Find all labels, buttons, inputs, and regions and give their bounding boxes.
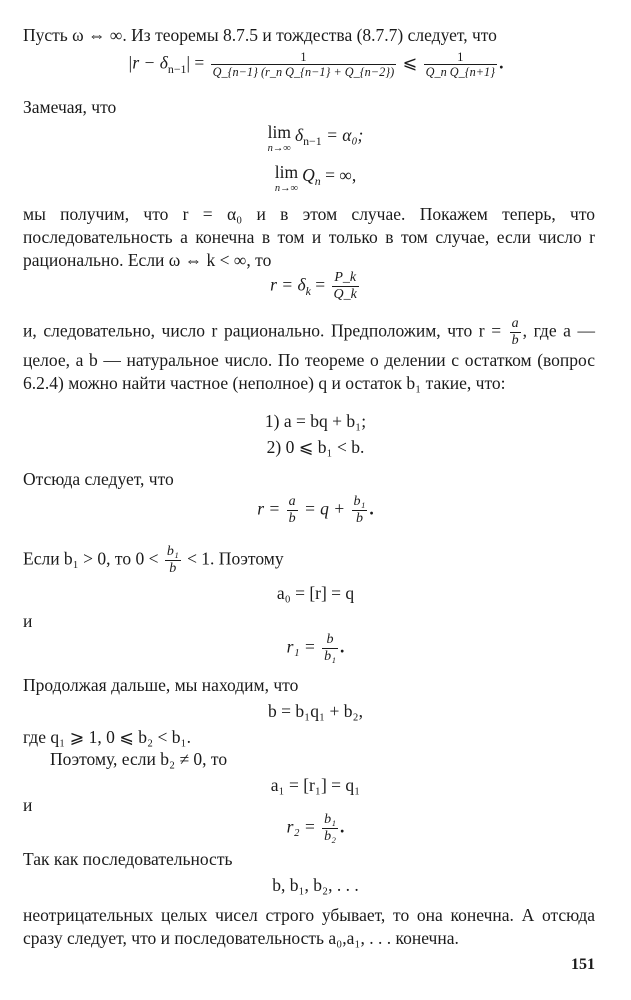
equation-6: b = b₁q₁ + b₂, [268,701,363,721]
eq1-relation: ⩽ [402,52,418,73]
paragraph-10: Так как последовательность [23,849,233,869]
paragraph-9: Поэтому, если b₂ ≠ 0, то [50,749,228,769]
equation-8: r₂ = $\frac{\text{b₁}}{\text{b₂}}$ . [286,812,345,845]
paragraph-4: и, следовательно, число r рационально. Предположим, что r = $\frac{a}{b}$ , где a — целое, a b — натуральное число. По теореме о делении с остатком (вопрос 6.2.4) можно найти частное (неполное) q и остаток b₁ такие, что: [23,316,596,393]
limit-2: lim n→∞ $Q_n$ = ∞, [274,162,357,194]
paragraph-1: Пусть ω ⇔ ∞. Из теоремы 8.7.5 и тождества (8.7.7) следует, что [23,25,497,45]
equation-1: $|r - \delta_{n-1}|$ = $\frac{1}{\text{Q\_\{n−1\} (r\_n Q\_\{n−1\} + Q\_\{n−2\})}}$ ⩽ $\frac{1}{\text{Q\_n Q\_\{n+1\}}}$ . [127,50,504,80]
eq1-lhs-end: | = [186,52,205,73]
eq1-lhs-sub: n−1 [167,61,187,76]
paragraph-2: Замечая, что [23,97,117,117]
paragraph-7: Продолжая дальше, мы находим, что [23,675,299,695]
and-2: и [23,795,33,815]
page-number: 151 [571,956,595,973]
equation-4: a₀ = [r] = q [276,583,355,603]
para4-fraction: $\frac{a}{b}$ [511,316,519,349]
paragraph-6: Если b₁ > 0, то 0 < $\frac{\text{b₁}}{b}$ < 1. Поэтому [23,544,284,577]
limit-1-op: lim n→∞ [267,122,291,154]
equation-5: r₁ = $\frac{b}{\text{b₁}}$ . [286,632,345,665]
limit-1: lim n→∞ $\delta_{n-1} = \alpha_0$; [267,122,364,154]
eq3-fraction-2: $\frac{\text{b₁}}{b}$ [353,494,366,527]
condition-2: 2) 0 ⩽ b₁ < b. [266,437,365,457]
eq3-fraction-1: $\frac{a}{b}$ [288,494,296,527]
paragraph-3: мы получим, что r = α₀ и в этом случае. Покажем теперь, что последовательность a конечна в том и только в том случае, если число r рационально. Если ω ⇔ k < ∞, то [23,204,595,270]
limit-2-op: lim n→∞ [274,162,299,194]
eq1-fraction-1: $\frac{1}{\text{Q\_\{n−1\} (r\_n Q\_\{n−1\} + Q\_\{n−2\})}}$ [212,50,395,80]
paragraph-11: неотрицательных целых чисел строго убывает, то она конечна. А отсюда сразу следует, что и последовательность a₀,a₁, . . . конечна. [23,905,595,948]
condition-1: 1) a = bq + b₁; [264,411,367,431]
eq1-fraction-2: $\frac{1}{\text{Q\_n Q\_\{n+1\}}}$ [425,50,496,80]
equation-3: r = $\frac{a}{b}$ = q + $\frac{\text{b₁}}{b}$ . [257,494,374,527]
equation-2: $r = \delta_k$ = $\frac{P\_k}{Q\_k}$ [270,270,357,303]
eq5-fraction: $\frac{b}{\text{b₁}}$ [324,632,336,665]
equation-9: b, b₁, b₂, . . . [272,875,359,895]
paragraph-8: где q₁ ⩾ 1, 0 ⩽ b₂ < b₁. [23,727,191,747]
para6-fraction: $\frac{\text{b₁}}{b}$ [166,544,179,577]
eq8-fraction: $\frac{\text{b₁}}{\text{b₂}}$ [324,812,336,845]
equation-7: a₁ = [r₁] = q₁ [270,775,361,795]
eq2-fraction: $\frac{P\_k}{Q\_k}$ [333,270,357,303]
and-1: и [23,611,33,631]
paragraph-5: Отсюда следует, что [23,469,174,489]
eq1-lhs: |r − δ [127,52,168,73]
